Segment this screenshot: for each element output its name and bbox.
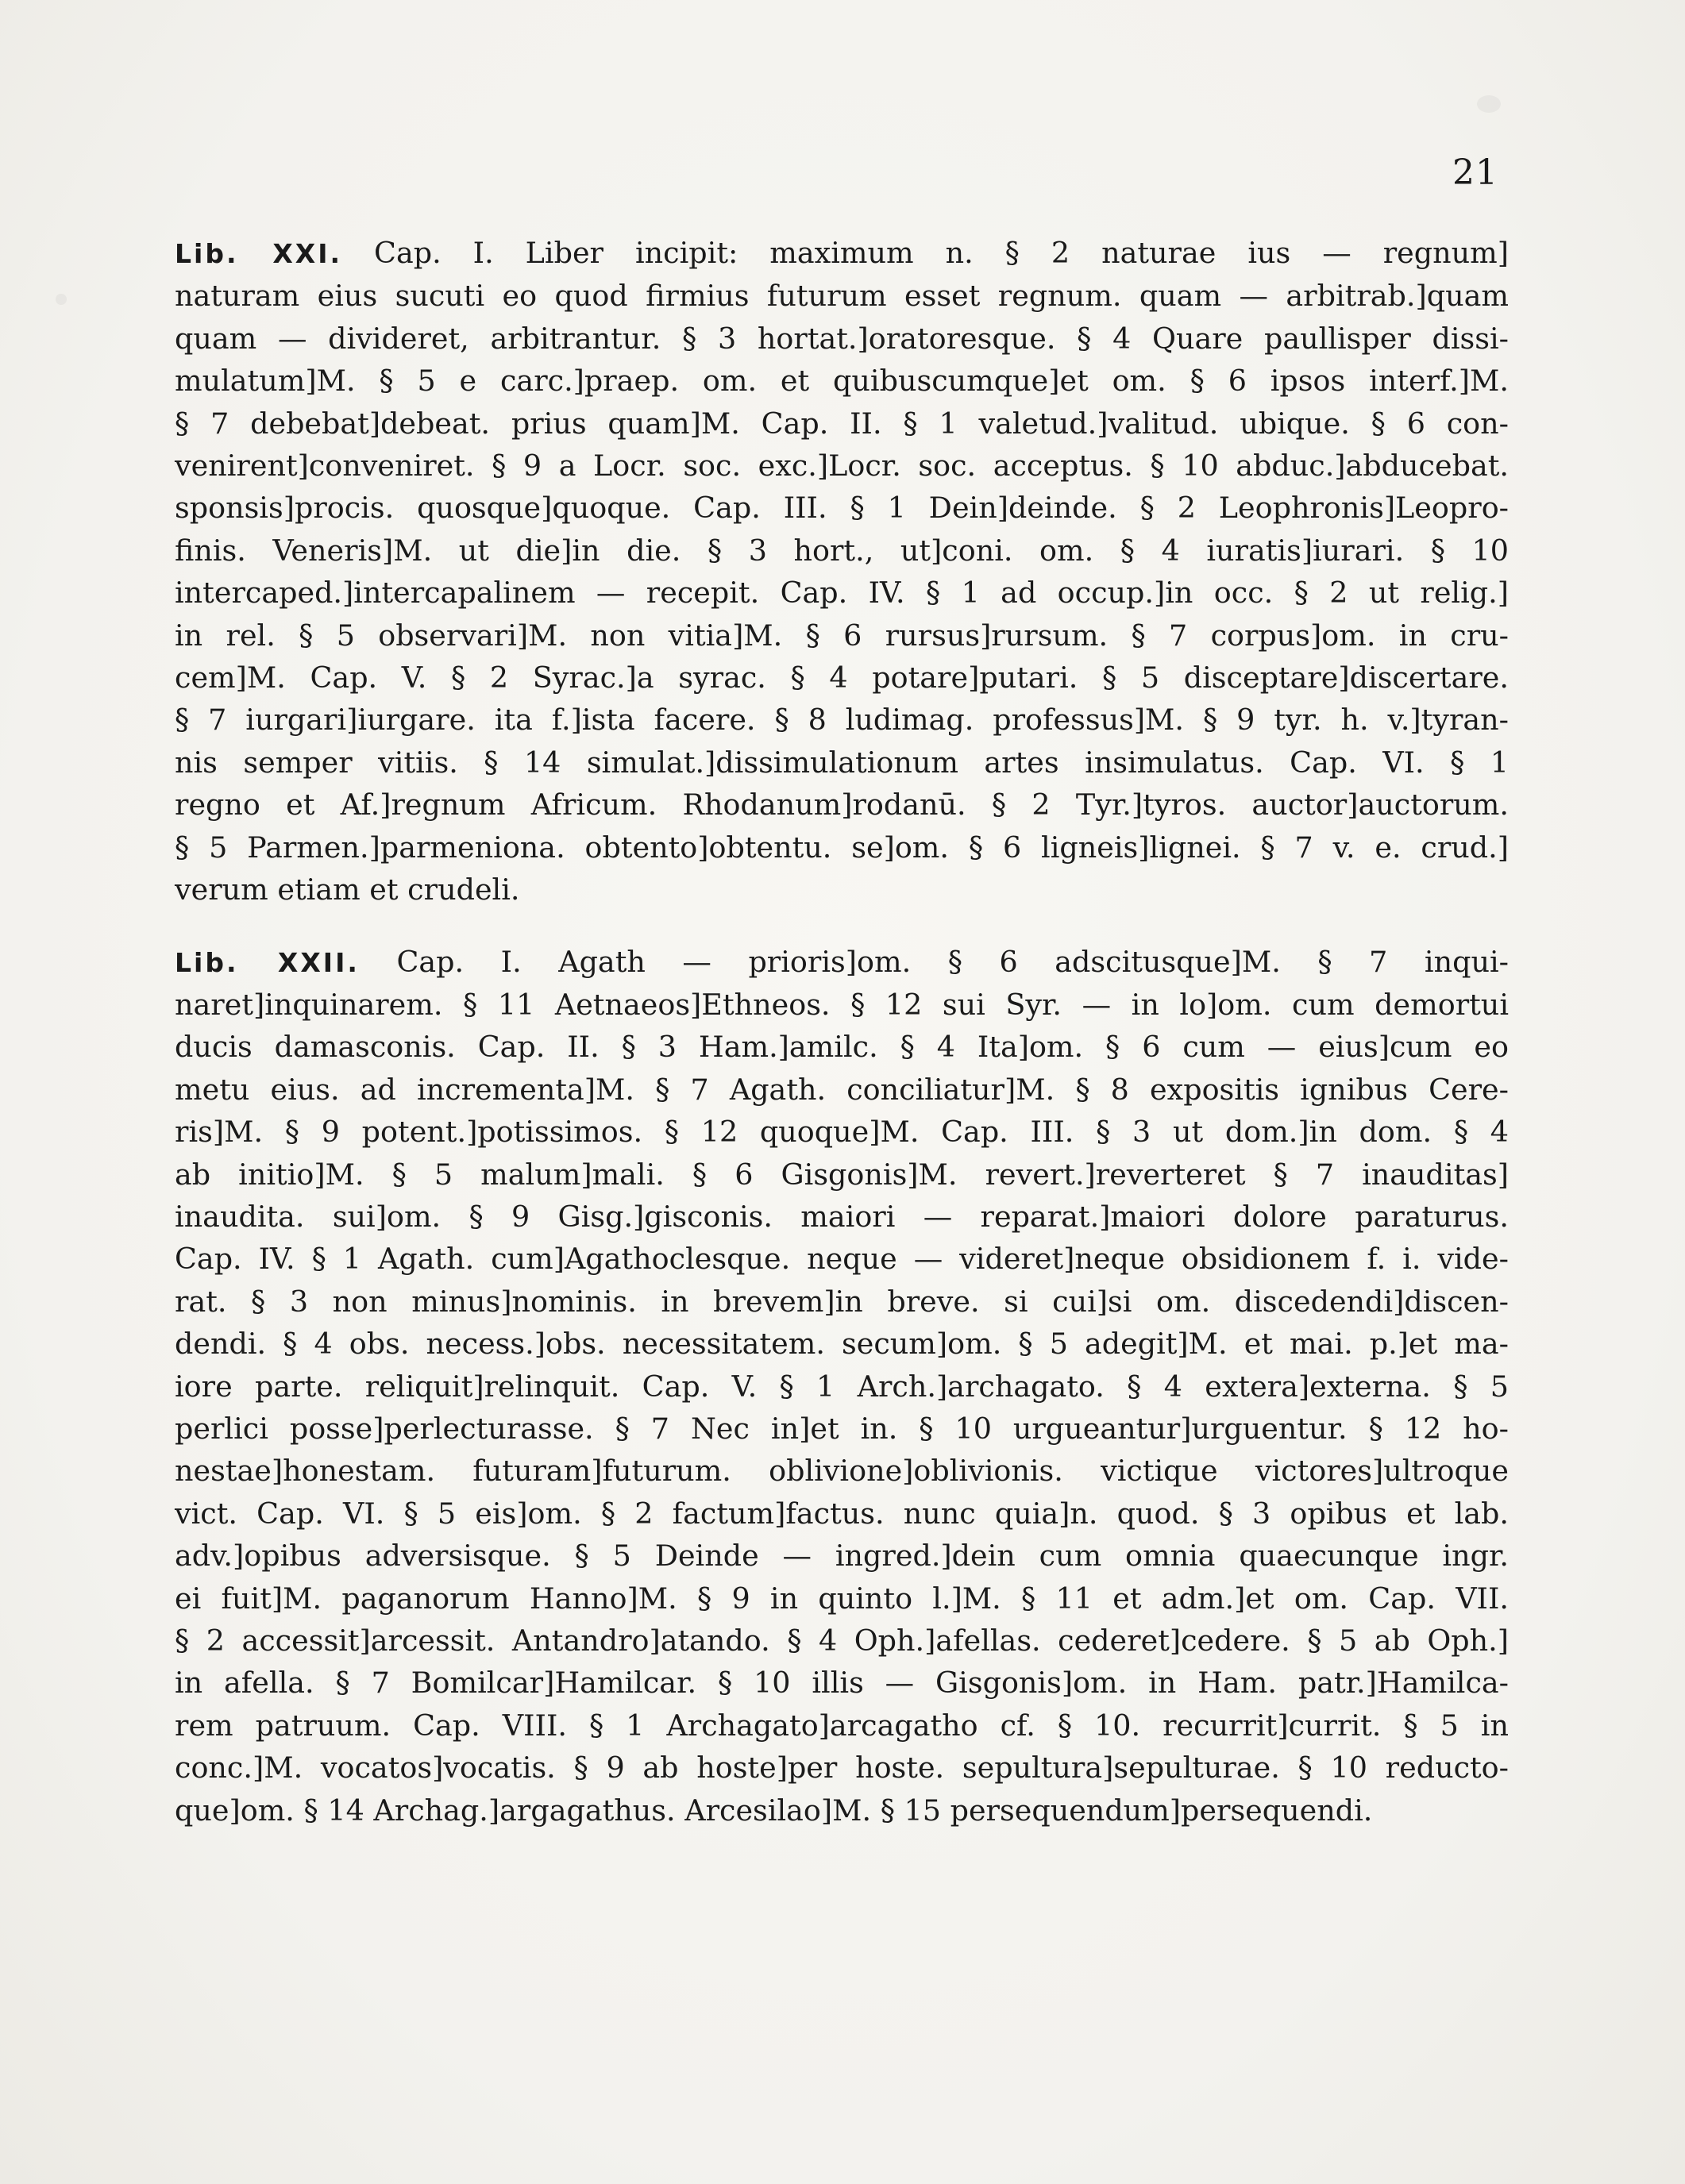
text-line: intercaped.]intercapalinem — recepit. Cap. IV. § 1 ad occup.]in occ. § 2 ut relig.] <box>175 576 1509 611</box>
text-line: naturam eius sucuti eo quod firmius futurum esset regnum. quam — arbitrab.]quam <box>175 279 1509 314</box>
text-line: mulatum]M. § 5 e carc.]praep. om. et quibuscumque]et om. § 6 ipsos interf.]M. <box>175 364 1509 399</box>
text-line <box>175 232 1509 275</box>
text-line: rat. § 3 non minus]nominis. in brevem]in breve. si cui]si om. discedendi]discen- <box>175 1284 1509 1319</box>
text-line: que]om. § 14 Archag.]argagathus. Arcesilao]M. § 15 persequendum]persequendi. <box>175 1793 1373 1828</box>
text-line: perlici posse]perlecturasse. § 7 Nec in]et in. § 10 urgueantur]urguentur. § 12 ho- <box>175 1411 1509 1446</box>
critical-apparatus <box>175 232 1509 1832</box>
text-line: adv.]opibus adversisque. § 5 Deinde — ingred.]dein cum omnia quaecunque ingr. <box>175 1539 1509 1573</box>
text-line: § 7 iurgari]iurgare. ita f.]ista facere. § 8 ludimag. professus]M. § 9 tyr. h. v.]tyran- <box>175 703 1509 738</box>
text-line: conc.]M. vocatos]vocatis. § 9 ab hoste]per hoste. sepultura]sepulturae. § 10 reducto- <box>175 1751 1509 1785</box>
text-line: § 2 accessit]arcessit. Antandro]atando. § 4 Oph.]afellas. cederet]cedere. § 5 ab Oph.] <box>175 1624 1509 1658</box>
page-stain <box>56 294 67 305</box>
text-line: finis. Veneris]M. ut die]in die. § 3 hort., ut]coni. om. § 4 iuratis]iurari. § 10 <box>175 533 1509 568</box>
text-line: ris]M. § 9 potent.]potissimos. § 12 quoque]M. Cap. III. § 3 ut dom.]in dom. § 4 <box>175 1115 1509 1150</box>
text-line: verum etiam et crudeli. <box>175 872 520 907</box>
text-line: § 5 Parmen.]parmeniona. obtento]obtentu. se]om. § 6 ligneis]lignei. § 7 v. e. crud.] <box>175 830 1509 865</box>
text-line: dendi. § 4 obs. necess.]obs. necessitatem. secum]om. § 5 adegit]M. et mai. p.]et ma- <box>175 1327 1509 1362</box>
text-line <box>175 941 1509 984</box>
text-line: regno et Af.]regnum Africum. Rhodanum]rodanū. § 2 Tyr.]tyros. auctor]auctorum. <box>175 788 1509 822</box>
line-text: Cap. I. Liber incipit: maximum n. § 2 naturae ius — regnum] <box>374 236 1509 270</box>
text-line: ducis damasconis. Cap. II. § 3 Ham.]amilc. § 4 Ita]om. § 6 cum — eius]cum eo <box>175 1030 1509 1065</box>
text-line: nis semper vitiis. § 14 simulat.]dissimulationum artes insimulatus. Cap. VI. § 1 <box>175 745 1509 780</box>
text-line: metu eius. ad incrementa]M. § 7 Agath. conciliatur]M. § 8 expositis ignibus Cere- <box>175 1072 1509 1107</box>
line-text: Cap. I. Agath — prioris]om. § 6 adscitusque]M. § 7 inqui- <box>396 944 1509 979</box>
text-line: § 7 debebat]debeat. prius quam]M. Cap. II. § 1 valetud.]valitud. ubique. § 6 con- <box>175 406 1509 441</box>
text-line: in afella. § 7 Bomilcar]Hamilcar. § 10 illis — Gisgonis]om. in Ham. patr.]Hamilca- <box>175 1666 1509 1701</box>
text-line: in rel. § 5 observari]M. non vitia]M. § 6 rursus]rursum. § 7 corpus]om. in cru- <box>175 618 1509 653</box>
text-line: Cap. IV. § 1 Agath. cum]Agathoclesque. neque — videret]neque obsidionem f. i. vide- <box>175 1242 1509 1277</box>
text-line: venirent]conveniret. § 9 a Locr. soc. exc.]Locr. soc. acceptus. § 10 abduc.]abducebat. <box>175 449 1509 483</box>
text-line: ab initio]M. § 5 malum]mali. § 6 Gisgonis]M. revert.]reverteret § 7 inauditas] <box>175 1157 1509 1192</box>
text-line: ei fuit]M. paganorum Hanno]M. § 9 in quinto l.]M. § 11 et adm.]et om. Cap. VII. <box>175 1581 1509 1616</box>
text-line: nestae]honestam. futuram]futurum. oblivione]oblivionis. victique victores]ultroque <box>175 1454 1509 1489</box>
text-line: sponsis]procis. quosque]quoque. Cap. III. § 1 Dein]deinde. § 2 Leophronis]Leopro- <box>175 491 1509 526</box>
text-line: rem patruum. Cap. VIII. § 1 Archagato]arcagatho cf. § 10. recurrit]currit. § 5 in <box>175 1708 1509 1743</box>
book-heading: Lib. XXII. <box>175 946 360 978</box>
text-line: cem]M. Cap. V. § 2 Syrac.]a syrac. § 4 potare]putari. § 5 disceptare]discertare. <box>175 661 1509 695</box>
page-stain <box>1477 95 1501 113</box>
text-line: inaudita. sui]om. § 9 Gisg.]gisconis. maiori — reparat.]maiori dolore paraturus. <box>175 1199 1509 1234</box>
text-line: naret]inquinarem. § 11 Aetnaeos]Ethneos. § 12 sui Syr. — in lo]om. cum demortui <box>175 987 1509 1022</box>
text-line: quam — divideret, arbitrantur. § 3 hortat.]oratoresque. § 4 Quare paullisper dissi- <box>175 321 1509 356</box>
text-line: vict. Cap. VI. § 5 eis]om. § 2 factum]factus. nunc quia]n. quod. § 3 opibus et lab. <box>175 1496 1509 1531</box>
text-line: iore parte. reliquit]relinquit. Cap. V. § 1 Arch.]archagato. § 4 extera]externa. § 5 <box>175 1369 1509 1404</box>
section-lib-xxi <box>175 232 1509 911</box>
section-lib-xxii <box>175 941 1509 1832</box>
book-heading: Lib. XXI. <box>175 238 343 269</box>
page-number: 21 <box>1452 152 1498 193</box>
